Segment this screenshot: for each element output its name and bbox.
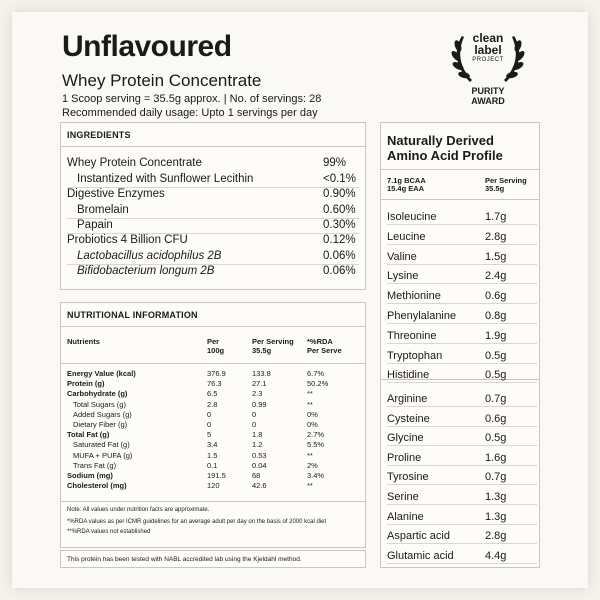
nutrient-per-serving: 42.6 [252,481,267,491]
amino-name: Glutamic acid [387,549,454,562]
col-rda [307,337,342,355]
nutrient-per-100g: 2.8 [207,399,218,409]
nutrient-per-serving: 27.1 [252,379,267,389]
amino-name: Glycine [387,432,424,445]
amino-name: Arginine [387,393,428,405]
amino-name: Isoleucine [387,211,437,223]
col-rda-line1: *%RDA [307,337,333,346]
nutrient-rda: ** [307,450,313,460]
ingredient-row [67,173,359,188]
nutrient-per-serving: 133.8 [252,369,271,378]
amino-per-serving [485,177,527,193]
nutrient-name: Cholesterol (mg) [67,481,127,491]
nutrition-row [67,481,361,491]
nutrient-rda: 6.7% [307,369,325,378]
nutrient-rda: 3.4% [307,471,325,480]
nutrient-rda: 0% [307,420,318,429]
amino-value: 2.8g [485,530,507,543]
nutrient-per-100g: 191.5 [207,471,226,480]
nutrient-name: Trans Fat (g) [73,460,117,470]
amino-name: Valine [387,250,417,263]
nutrient-per-100g: 6.5 [207,389,218,399]
ingredient-value: 99% [323,157,347,169]
nutrient-per-100g: 3.4 [207,440,218,450]
amino-row [387,409,537,427]
nutrient-per-100g: 120 [207,481,220,491]
nutrition-note: **%RDA values not established [67,529,151,535]
nutrient-name: Dietary Fiber (g) [73,420,128,429]
ingredient-name: Probiotics 4 Billion CFU [67,234,188,246]
nutrition-row [67,461,361,471]
amino-row [387,247,537,265]
amino-row [387,526,537,544]
nutrient-rda: ** [307,481,313,491]
col-rda-line2: Per Serve [307,346,342,355]
nutrition-row [67,471,361,481]
amino-value: 2.8g [485,230,507,243]
amino-row [387,326,537,344]
amino-value: 1.5g [485,250,507,263]
nutrient-per-serving: 2.3 [252,389,263,399]
ingredient-name: Bromelain [77,204,129,216]
usage-info: Recommended daily usage: Upto 1 servings per day [62,107,318,119]
nutrient-per-100g: 76.3 [207,379,222,389]
col-nutrients: Nutrients [67,337,100,346]
ingredient-value: 0.90% [323,188,356,200]
nutrient-per-serving: 0 [252,409,257,419]
amino-row [387,507,537,525]
nutrient-name: Carbohydrate (g) [67,389,128,399]
nutrient-per-100g: 376.9 [207,369,226,378]
amino-name: Histidine [387,369,430,382]
nutrition-row [67,369,361,379]
amino-name: Serine [387,491,419,503]
nutrient-name: Total Fat (g) [67,430,110,440]
col-per-serving-line1: Per Serving [252,337,294,346]
bcaa-total: 7.1g BCAA [387,176,426,185]
ingredient-value: 0.12% [323,234,356,246]
amino-name: Cysteine [387,412,430,425]
nutrient-per-100g: 1.5 [207,450,218,460]
ingredient-name: Papain [77,219,113,231]
nutrient-name: Saturated Fat (g) [73,440,130,450]
nutrient-per-serving: 68 [252,471,261,480]
ingredient-name: Digestive Enzymes [67,188,165,200]
amino-row [387,306,537,324]
amino-row [387,227,537,245]
nutrient-per-serving: 1.2 [252,440,263,450]
nutrient-per-100g: 0.1 [207,460,218,470]
nutrient-rda: 2% [307,460,318,470]
amino-per-serving-line1: Per Serving [485,176,527,185]
ingredient-name: Instantized with Sunflower Lecithin [77,173,254,185]
ingredient-row [67,234,359,249]
amino-row [387,266,537,284]
nutrient-per-100g: 5 [207,430,212,440]
nutrient-rda: 5.5% [307,440,325,450]
amino-name: Alanine [387,510,424,523]
nutrient-name: Sodium (mg) [67,471,113,480]
nutrition-row [67,410,361,420]
nutrition-divider [61,363,365,364]
nutrition-row [67,451,361,461]
ingredient-row [67,250,359,265]
ingredient-value: <0.1% [323,173,356,185]
amino-value: 1.3g [485,510,507,523]
amino-name: Proline [387,451,422,464]
col-per-serving-line2: 35.5g [252,346,272,355]
amino-value: 2.4g [485,270,507,283]
nutrient-rda: 2.7% [307,430,325,440]
amino-value: 1.9g [485,329,507,342]
amino-name: Threonine [387,329,437,342]
amino-name: Tyrosine [387,471,429,484]
amino-title: Amino Acid Profile [387,148,503,163]
amino-name: Leucine [387,230,426,243]
product-subtitle: Whey Protein Concentrate [62,71,262,90]
amino-row [387,286,537,304]
nutrient-per-100g: 0 [207,409,212,419]
ingredient-name: Whey Protein Concentrate [67,157,202,169]
amino-name: Aspartic acid [387,530,450,543]
serving-info: 1 Scoop serving = 35.5g approx. | No. of servings: 28 [62,93,322,105]
ingredient-value: 0.60% [323,204,356,216]
amino-value: 1.3g [485,491,507,503]
testing-note: This protein has been tested with NABL accredited lab using the Kjeldahl method. [60,550,366,568]
amino-value: 0.5g [485,369,507,382]
nutrition-row [67,379,361,389]
amino-row [387,346,537,364]
nutrition-row [67,389,361,399]
ingredient-value: 0.06% [323,250,356,262]
nutrient-name: Protein (g) [67,379,105,389]
badge-clean: clean [472,31,504,45]
nutrient-per-serving: 0 [252,420,257,429]
ingredient-row [67,188,359,203]
amino-value: 0.5g [485,349,507,362]
col-per-100g-line2: 100g [207,346,225,355]
amino-value: 0.7g [485,471,507,484]
nutrition-note: *%RDA values as per ICMR guidelines for an average adult per day on the basis of 2000 kcal diet [67,519,327,525]
nutrition-row [67,440,361,450]
nutrient-per-serving: 0.53 [252,450,267,460]
ingredients-panel [60,122,366,290]
nutrition-row [67,400,361,410]
amino-per-serving-line2: 35.5g [485,184,505,193]
nutrient-rda: ** [307,389,313,399]
amino-divider [381,169,539,170]
nutrient-name: Added Sugars (g) [73,409,132,419]
badge-purity: PURITY [471,86,505,96]
nutrient-per-100g: 0 [207,420,212,429]
nutrition-heading: NUTRITIONAL INFORMATION [61,303,365,327]
nutrient-rda: 50.2% [307,379,329,389]
amino-value: 0.6g [485,412,507,425]
ingredient-row [67,265,359,280]
amino-value: 1.7g [485,211,507,223]
amino-title: Naturally Derived [387,133,494,148]
purity-award-badge [440,28,536,110]
nutrition-row [67,420,361,430]
amino-acid-panel [380,122,540,568]
amino-name: Phenylalanine [387,310,457,322]
nutrition-note: Note: All values under nutrition facts are approximate. [67,507,210,513]
col-per-100g [207,337,224,355]
eaa-total: 15.4g EAA [387,184,425,193]
amino-bcaa-eaa [387,177,426,193]
ingredient-row [67,219,359,234]
nutrient-name: Total Sugars (g) [73,399,126,409]
nutrition-row [67,430,361,440]
ingredient-row [67,204,359,219]
amino-row [387,207,537,225]
amino-value: 1.6g [485,451,507,464]
amino-row [387,546,537,564]
ingredient-name: Lactobacillus acidophilus 2B [77,250,222,262]
nutrition-panel [60,302,366,548]
amino-row [387,389,537,407]
amino-divider [381,199,539,200]
badge-label: label [474,43,502,57]
amino-row [387,448,537,466]
ingredients-heading: INGREDIENTS [61,123,365,147]
ingredient-value: 0.06% [323,265,356,277]
col-per-serving [252,337,294,355]
amino-name: Lysine [387,270,419,283]
amino-value: 0.8g [485,310,507,322]
badge-project: PROJECT [472,57,504,63]
product-title: Unflavoured [62,30,232,63]
amino-value: 4.4g [485,549,507,562]
amino-row [387,487,537,505]
nutrient-per-serving: 0.04 [252,460,267,470]
ingredient-row [67,157,359,172]
ingredient-name: Bifidobacterium longum 2B [77,265,215,277]
nutrient-rda: 0% [307,409,318,419]
nutrient-name: Energy Value (kcal) [67,369,136,378]
nutrient-per-serving: 0.99 [252,399,267,409]
amino-row [387,467,537,485]
amino-row [387,365,537,383]
badge-award: AWARD [471,96,505,106]
amino-value: 0.6g [485,290,507,303]
amino-value: 0.5g [485,432,507,445]
amino-value: 0.7g [485,393,507,405]
col-per-100g-line1: Per [207,337,220,346]
ingredient-value: 0.30% [323,219,356,231]
nutrient-rda: ** [307,399,313,409]
amino-name: Methionine [387,290,441,303]
amino-row [387,428,537,446]
nutrition-divider [61,501,365,502]
amino-name: Tryptophan [387,349,443,362]
nutrient-per-serving: 1.8 [252,430,263,440]
nutrient-name: MUFA + PUFA (g) [73,450,133,460]
